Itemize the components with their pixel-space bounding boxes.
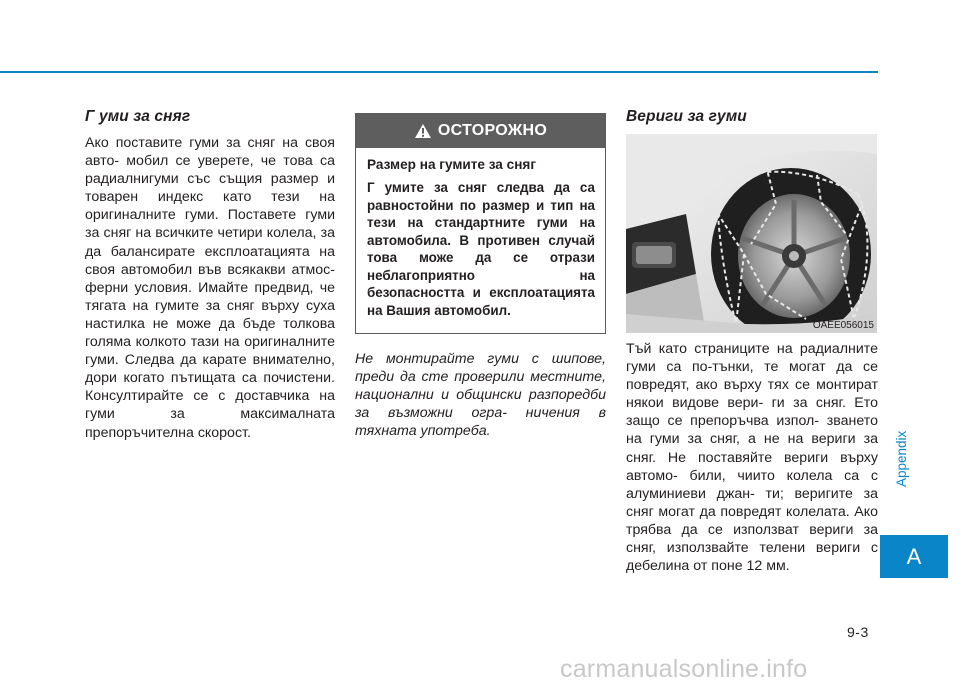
caution-title: Размер на гумите за сняг [367, 157, 537, 172]
snow-tires-heading: Г уми за сняг [85, 108, 191, 125]
watermark: carmanualsonline.info [560, 655, 808, 683]
warning-triangle-icon [414, 123, 432, 139]
caution-box [355, 113, 606, 334]
tire-chains-heading: Вериги за гуми [626, 108, 747, 125]
caution-header-label: ОСТОРОЖНО [437, 122, 548, 139]
tire-chains-text: Тъй като страниците на радиалните гуми са по-тънки, те могат да се повредят, ако върху тях се монтират някои видове вери- ги за сняг. Ето защо се препоръчва изпол- зването на гуми за сняг, а не на вериги за сняг. Не поставяйте вериги върху автомо- били, чиито колела са с алуминиеви джан- ти; веригите за сняг могат да повредят колелата. Ако трябва да се използват вериги за сняг, използвайте телени вериги с дебелина от поне 12 мм. [626, 341, 878, 575]
top-rule [0, 71, 878, 73]
image-code: OAEE056015 [812, 320, 874, 331]
tire-chains-section [626, 108, 878, 575]
snow-tires-section [85, 108, 335, 442]
caution-body [356, 148, 605, 333]
caution-text: Г умите за сняг следва да са равностойни по размер и тип на тези на стандартните гуми на автомобила. В противен случай това може да се отрази неблагоприятно на безопасността и експлоатацията на Вашия автомобил. [367, 180, 595, 318]
caution-section [355, 113, 606, 440]
appendix-label: Appendix [894, 430, 909, 487]
studded-tires-note: Не монтирайте гуми с шипове, преди да сте проверили местните, национални и общински разпоредби за възможни огра- ничения в тяхната употреба. [355, 351, 606, 440]
caution-header [356, 114, 605, 148]
appendix-letter-tab: A [880, 535, 948, 578]
appendix-tab-label [894, 430, 909, 487]
snow-tires-text: Ако поставите гуми за сняг на своя авто- мобил се уверете, че това са радиалнигуми със същия размер и товарен индекс като тези на оригиналните гуми. Поставете гуми за сняг на всичките четири колела, за да балансирате експлоатацията на своя автомобил във всякакви атмос- ферни условия. Имайте предвид, че тягата на гумите за сняг върху суха настилка не може да бъде толкова голяма колкото тази на оригиналните гуми. Следва да карате внимателно, дори когато пътищата са почистени. Консултирайте се с доставчика на гуми за максималната препоръчителна скорост. [85, 135, 335, 441]
page-number: 9-3 [847, 624, 869, 640]
tire-chain-photo [626, 134, 877, 333]
